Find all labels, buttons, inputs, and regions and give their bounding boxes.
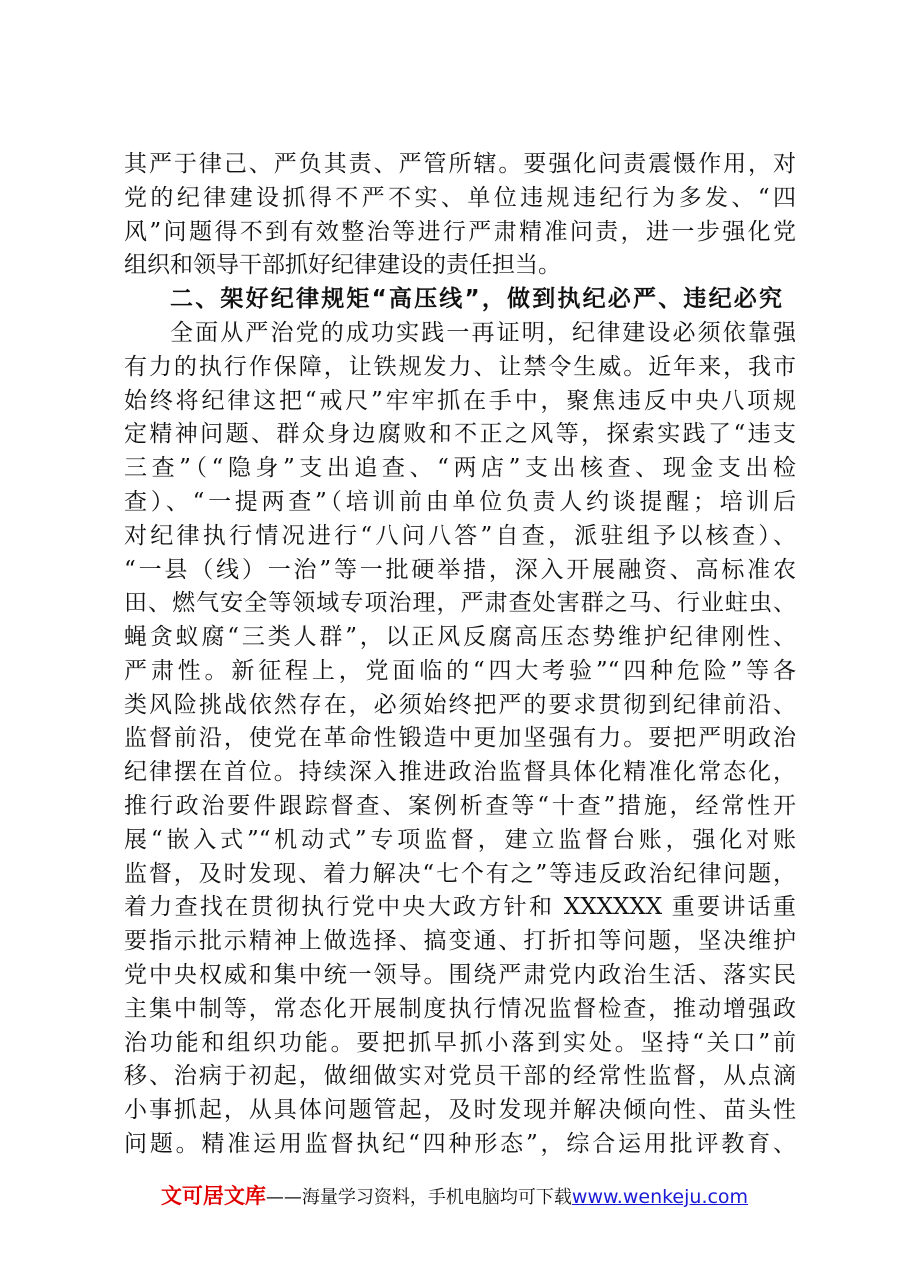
footer-slogan: ——海量学习资料，手机电脑均可下载	[265, 1187, 572, 1208]
text-line: 治功能和组织功能。要把抓早抓小落到实处。坚持“关口”前	[124, 1030, 796, 1056]
paragraph-first-line: 全面从严治党的成功实践一再证明，纪律建设必须依靠强	[170, 320, 796, 346]
text-line: 主集中制等，常态化开展制度执行情况监督检查，推动增强政	[124, 996, 796, 1022]
text-line: 风”问题得不到有效整治等进行严肃精准问责，进一步强化党	[124, 219, 796, 245]
text-line: 三查”（“隐身”支出追查、“两店”支出核查、现金支出检	[124, 455, 796, 481]
text-line: 展“嵌入式”“机动式”专项监督，建立监督台账，强化对账	[124, 827, 796, 853]
text-line: 纪律摆在首位。持续深入推进政治监督具体化精准化常态化，	[124, 759, 796, 785]
footer-site-link[interactable]: www.wenkeju.com	[571, 1186, 749, 1208]
text-line: 其严于律己、严负其责、严管所辖。要强化问责震慑作用，对	[124, 151, 796, 177]
footer-brand: 文可居文库	[160, 1184, 266, 1208]
text-line: 问题。精准运用监督执纪“四种形态”，综合运用批评教育、	[124, 1131, 796, 1157]
text-line: 小事抓起，从具体问题管起，及时发现并解决倾向性、苗头性	[124, 1097, 796, 1123]
text-line: 监督前沿，使党在革命性锻造中更加坚强有力。要把严明政治	[124, 725, 796, 751]
footer-banner	[0, 1179, 909, 1213]
text-line: 党中央权威和集中统一领导。围绕严肃党内政治生活、落实民	[124, 962, 796, 988]
text-line: 有力的执行作保障，让铁规发力、让禁令生威。近年来，我市	[124, 354, 796, 380]
text-line: 移、治病于初起，做细做实对党员干部的经常性监督，从点滴	[124, 1063, 796, 1089]
text-line: 田、燃气安全等领域专项治理，严肃查处害群之马、行业蛀虫、	[124, 590, 796, 616]
text-line: 要指示批示精神上做选择、搞变通、打折扣等问题，坚决维护	[124, 928, 796, 954]
text-line: 始终将纪律这把“戒尺”牢牢抓在手中，聚焦违反中央八项规	[124, 388, 796, 414]
text-line: 着力查找在贯彻执行党中央大政方针和 XXXXXX 重要讲话重	[124, 894, 796, 920]
text-line: “一县（线）一治”等一批硬举措，深入开展融资、高标准农	[124, 557, 796, 583]
text-line: 监督，及时发现、着力解决“七个有之”等违反政治纪律问题，	[124, 861, 796, 887]
text-line: 严肃性。新征程上，党面临的“四大考验”“四种危险”等各	[124, 658, 796, 684]
text-line: 推行政治要件跟踪督查、案例析查等“十查”措施，经常性开	[124, 793, 796, 819]
section-heading: 二、架好纪律规矩“高压线”，做到执纪必严、违纪必究	[170, 286, 782, 312]
text-line: 党的纪律建设抓得不严不实、单位违规违纪行为多发、“四	[124, 185, 796, 211]
text-line: 对纪律执行情况进行“八问八答”自查，派驻组予以核查）、	[124, 523, 796, 549]
text-line: 定精神问题、群众身边腐败和不正之风等，探索实践了“违支	[124, 421, 796, 447]
text-line: 类风险挑战依然存在，必须始终把严的要求贯彻到纪律前沿、	[124, 692, 796, 718]
text-line: 蝇贪蚁腐“三类人群”，以正风反腐高压态势维护纪律刚性、	[124, 624, 796, 650]
text-line: 查）、“一提两查”（培训前由单位负责人约谈提醒；培训后	[124, 489, 796, 515]
text-line: 组织和领导干部抓好纪律建设的责任担当。	[124, 252, 561, 278]
